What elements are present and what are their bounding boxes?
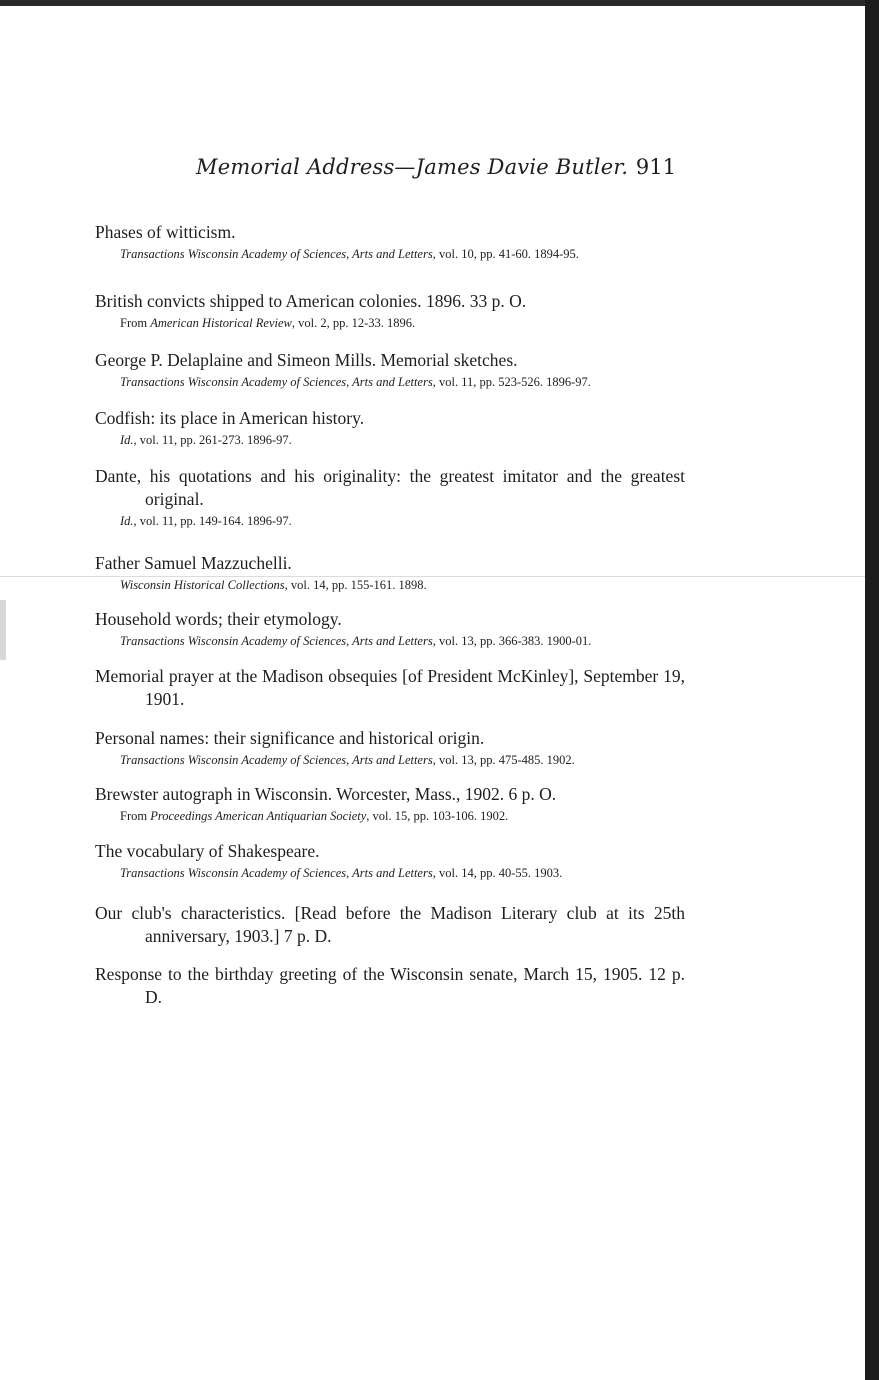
entry-title: Household words; their etymology. bbox=[95, 609, 342, 629]
entry-citation bbox=[95, 751, 685, 770]
citation-source: Id. bbox=[120, 433, 134, 447]
citation-source: Id. bbox=[120, 514, 134, 528]
citation-details: , vol. 11, pp. 523-526. 1896-97. bbox=[432, 375, 591, 389]
bibliography-list bbox=[95, 207, 685, 1009]
entry-citation bbox=[95, 864, 685, 883]
entry-title: Personal names: their significance and historical origin. bbox=[95, 728, 485, 748]
bibliography-entry bbox=[95, 465, 685, 531]
bibliography-entry bbox=[95, 783, 685, 826]
citation-details: , vol. 11, pp. 261-273. 1896-97. bbox=[133, 433, 292, 447]
bibliography-entry bbox=[95, 902, 685, 948]
entry-title: Brewster autograph in Wisconsin. Worcester, Mass., 1902. 6 p. O. bbox=[95, 784, 557, 804]
entry-citation bbox=[95, 632, 685, 651]
citation-details: , vol. 2, pp. 12-33. 1896. bbox=[291, 316, 416, 330]
page-right-edge bbox=[865, 0, 879, 1380]
entry-title: The vocabulary of Shakespeare. bbox=[95, 841, 320, 861]
bibliography-entry bbox=[95, 665, 685, 711]
page-left-fold-mark bbox=[0, 600, 6, 660]
page-header bbox=[196, 155, 680, 187]
citation-source: Transactions Wisconsin Academy of Sciences, Arts and Letters bbox=[120, 375, 433, 389]
page-number: 911 bbox=[635, 155, 676, 179]
entry-citation bbox=[95, 314, 685, 333]
citation-prefix: From bbox=[120, 809, 151, 823]
bibliography-entry bbox=[95, 221, 685, 264]
entry-title: Response to the birthday greeting of the Wisconsin senate, March 15, 1905. 12 p. D. bbox=[95, 964, 685, 1007]
bibliography-entry bbox=[95, 290, 685, 333]
entry-citation bbox=[95, 245, 685, 264]
citation-details: , vol. 10, pp. 41-60. 1894-95. bbox=[432, 247, 579, 261]
entry-citation bbox=[95, 373, 685, 392]
bibliography-entry bbox=[95, 349, 685, 392]
citation-details: , vol. 14, pp. 40-55. 1903. bbox=[432, 866, 563, 880]
citation-details: , vol. 14, pp. 155-161. 1898. bbox=[284, 578, 427, 592]
entry-title: George P. Delaplaine and Simeon Mills. Memorial sketches. bbox=[95, 350, 518, 370]
citation-source: Proceedings American Antiquarian Society bbox=[150, 809, 367, 823]
citation-source: Transactions Wisconsin Academy of Sciences, Arts and Letters bbox=[120, 247, 433, 261]
citation-source: Transactions Wisconsin Academy of Sciences, Arts and Letters bbox=[120, 634, 433, 648]
entry-citation bbox=[95, 807, 685, 826]
running-title: Memorial Address—James Davie Butler. bbox=[196, 155, 629, 179]
entry-title: Phases of witticism. bbox=[95, 222, 236, 242]
entry-title: Dante, his quotations and his originality: the greatest imitator and the greatest original. bbox=[95, 466, 685, 509]
citation-source: American Historical Review bbox=[150, 316, 292, 330]
citation-details: , vol. 11, pp. 149-164. 1896-97. bbox=[133, 514, 292, 528]
bibliography-entry bbox=[95, 407, 685, 450]
citation-prefix: From bbox=[120, 316, 151, 330]
entry-title: Memorial prayer at the Madison obsequies [of President McKinley], September 19, 1901. bbox=[95, 666, 685, 709]
entry-title: Father Samuel Mazzuchelli. bbox=[95, 553, 292, 573]
entry-title: Our club's characteristics. [Read before the Madison Literary club at its 25th anniversary, 1903.] 7 p. D. bbox=[95, 903, 685, 946]
entry-citation bbox=[95, 512, 685, 531]
entry-title: British convicts shipped to American colonies. 1896. 33 p. O. bbox=[95, 291, 527, 311]
entry-citation bbox=[95, 431, 685, 450]
citation-details: , vol. 15, pp. 103-106. 1902. bbox=[366, 809, 509, 823]
entry-title: Codfish: its place in American history. bbox=[95, 408, 365, 428]
citation-source: Wisconsin Historical Collections bbox=[120, 578, 285, 592]
bibliography-entry bbox=[95, 727, 685, 770]
entry-citation bbox=[95, 576, 685, 595]
bibliography-entry bbox=[95, 840, 685, 883]
citation-details: , vol. 13, pp. 475-485. 1902. bbox=[432, 753, 575, 767]
citation-details: , vol. 13, pp. 366-383. 1900-01. bbox=[432, 634, 592, 648]
bibliography-entry bbox=[95, 608, 685, 651]
citation-source: Transactions Wisconsin Academy of Sciences, Arts and Letters bbox=[120, 753, 433, 767]
citation-source: Transactions Wisconsin Academy of Sciences, Arts and Letters bbox=[120, 866, 433, 880]
page-top-edge bbox=[0, 0, 879, 6]
bibliography-entry bbox=[95, 963, 685, 1009]
bibliography-entry bbox=[95, 552, 685, 595]
